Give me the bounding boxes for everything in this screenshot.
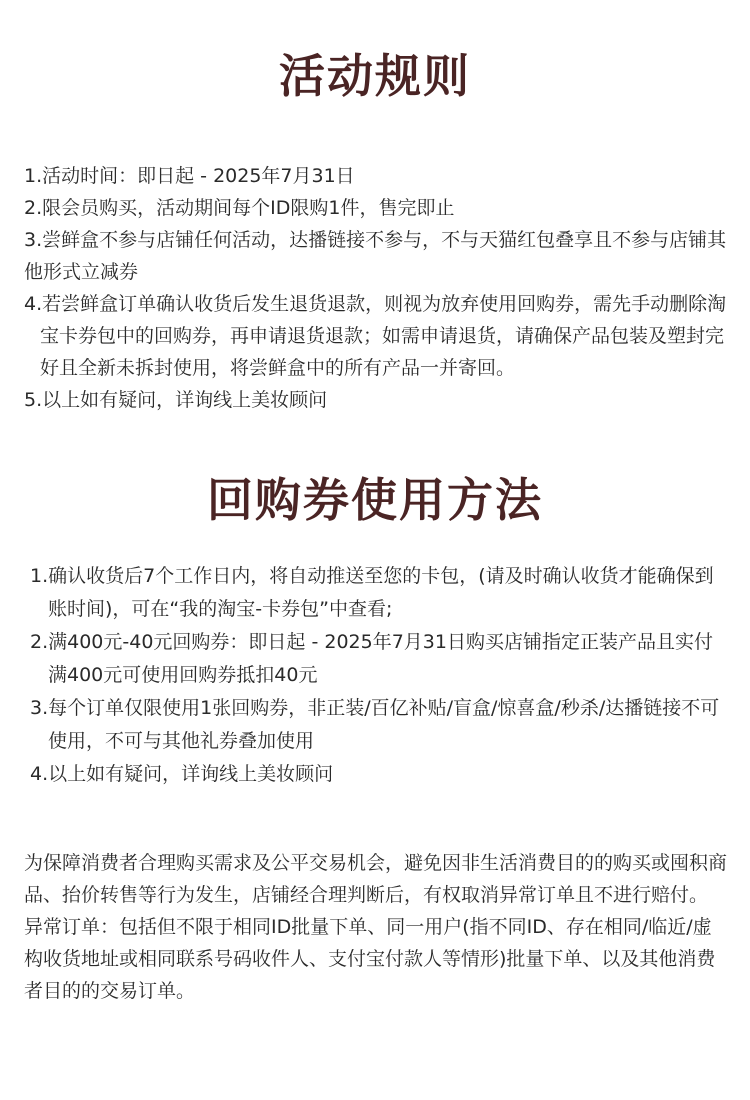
coupon-item-4: 4.以上如有疑问，详询线上美妆顾问 (30, 763, 334, 785)
rules-title: 活动规则 (279, 49, 471, 103)
abnormal-order-notice (24, 847, 730, 1007)
notice-paragraph-fair-trade: 为保障消费者合理购买需求及公平交易机会，避免因非生活消费目的的购买或囤积商品、抬价转售等行为发生，店铺经合理判断后，有权取消异常订单且不进行赔付。 (24, 852, 728, 906)
coupon-usage-title: 回购券使用方法 (207, 473, 543, 527)
rule-item-1: 1.活动时间：即日起 - 2025年7月31日 (24, 165, 355, 187)
coupon-item-3: 3.每个订单仅限使用1张回购券，非正装/百亿补贴/盲盒/惊喜盒/秒杀/达播链接不可使用，不可与其他礼券叠加使用 (30, 697, 720, 752)
coupon-usage-list (30, 560, 730, 791)
rule-item-3: 3.尝鲜盒不参与店铺任何活动，达播链接不参与，不与天猫红包叠享且不参与店铺其他形式立减券 (24, 229, 727, 283)
coupon-item-1: 1.确认收货后7个工作日内，将自动推送至您的卡包，(请及时确认收货才能确保到账时间)，可在“我的淘宝-卡券包”中查看; (30, 565, 714, 620)
rules-list (24, 160, 730, 416)
rule-item-4: 4.若尝鲜盒订单确认收货后发生退货退款，则视为放弃使用回购券，需先手动删除淘宝卡券包中的回购券，再申请退货退款；如需申请退货，请确保产品包装及塑封完好且全新未拆封使用，将尝鲜盒中的所有产品一并寄回。 (24, 293, 727, 379)
rule-item-2: 2.限会员购买，活动期间每个ID限购1件，售完即止 (24, 197, 455, 219)
coupon-item-2: 2.满400元-40元回购券：即日起 - 2025年7月31日购买店铺指定正装产品且实付满400元可使用回购券抵扣40元 (30, 631, 713, 686)
rule-item-5: 5.以上如有疑问，详询线上美妆顾问 (24, 389, 328, 411)
notice-paragraph-abnormal-order: 异常订单：包括但不限于相同ID批量下单、同一用户(指不同ID、存在相同/临近/虚构收货地址或相同联系号码收件人、支付宝付款人等情形)批量下单、以及其他消费者目的的交易订单。 (24, 916, 716, 1002)
